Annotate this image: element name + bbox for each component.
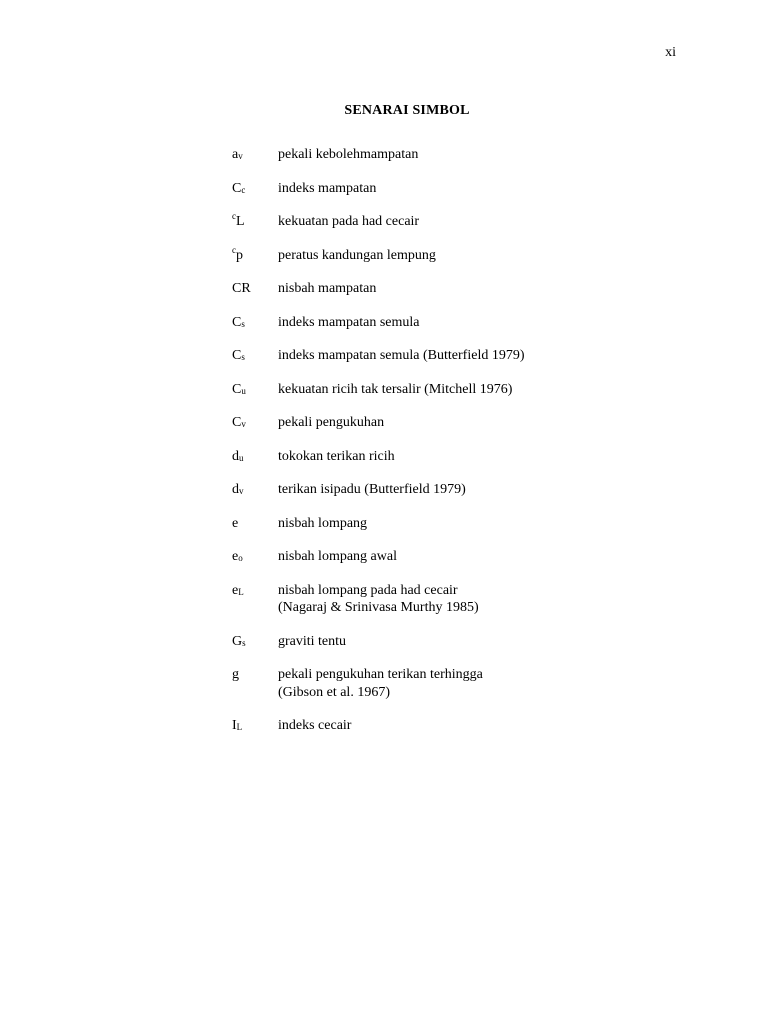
description-line: pekali pengukuhan terikan terhingga <box>278 667 483 682</box>
symbol-description <box>278 717 702 735</box>
symbol-base: d <box>232 482 239 497</box>
symbol-base: L <box>236 214 245 229</box>
symbol-description <box>278 314 702 332</box>
symbol-base: a <box>232 147 239 162</box>
symbol-subscript: v <box>238 151 243 161</box>
symbol-description <box>278 666 702 701</box>
symbol-base: C <box>232 415 242 430</box>
symbol-subscript: o <box>238 553 243 563</box>
symbol-base: G <box>232 633 243 649</box>
symbol-notation <box>232 633 278 651</box>
symbol-base: e <box>232 582 239 598</box>
description-line: nisbah lompang pada had cecair <box>278 582 458 598</box>
symbol-row <box>232 582 702 617</box>
symbol-list <box>232 146 702 751</box>
symbol-description <box>278 414 702 432</box>
description-line: indeks cecair <box>278 718 352 733</box>
symbol-notation <box>232 244 278 265</box>
symbol-description <box>278 146 702 164</box>
symbol-subscript: s <box>241 318 245 329</box>
symbol-subscript: u <box>239 452 244 463</box>
page-number: xi <box>665 45 676 60</box>
symbol-row <box>232 717 702 735</box>
description-line: tokokan terikan ricih <box>278 448 395 464</box>
description-line: peratus kandungan lempung <box>278 247 436 263</box>
symbol-row <box>232 414 702 432</box>
symbol-notation <box>232 666 278 684</box>
symbol-description <box>278 548 702 566</box>
symbol-superscript: c <box>232 211 236 221</box>
symbol-notation <box>232 414 278 432</box>
description-line: graviti tentu <box>278 633 347 649</box>
symbol-base: CR <box>232 281 251 296</box>
description-line: (Nagaraj & Srinivasa Murthy 1985) <box>278 600 479 615</box>
symbol-row <box>232 213 702 231</box>
description-line: terikan isipadu (Butterfield 1979) <box>278 482 466 497</box>
symbol-subscript: L <box>236 722 243 732</box>
symbol-subscript: s <box>242 637 246 648</box>
description-line: nisbah lompang <box>278 515 368 531</box>
symbol-base: I <box>232 718 237 733</box>
symbol-notation <box>232 347 278 365</box>
symbol-notation <box>232 515 278 533</box>
description-line: pekali pengukuhan <box>278 415 385 430</box>
symbol-notation <box>232 448 278 466</box>
symbol-base: C <box>232 381 242 397</box>
symbol-description <box>278 381 702 399</box>
symbol-base: d <box>232 448 239 464</box>
symbol-row <box>232 280 702 298</box>
description-line: kekuatan pada had cecair <box>278 214 420 229</box>
symbol-base: p <box>236 247 243 263</box>
description-line: indeks mampatan <box>278 180 377 196</box>
symbol-notation <box>232 146 278 164</box>
symbol-row <box>232 314 702 332</box>
symbol-row <box>232 244 702 265</box>
symbol-subscript: s <box>241 352 245 362</box>
symbol-row <box>232 548 702 566</box>
symbol-base: C <box>232 314 242 330</box>
symbol-notation <box>232 717 278 735</box>
description-line: indeks mampatan semula (Butterfield 1979) <box>278 348 525 363</box>
symbol-superscript: c <box>232 244 236 255</box>
symbol-row <box>232 146 702 164</box>
symbol-description <box>278 481 702 499</box>
symbol-row <box>232 448 702 466</box>
symbol-subscript: v <box>239 486 244 496</box>
symbol-row <box>232 515 702 533</box>
symbol-base: C <box>232 348 242 363</box>
symbol-base: g <box>232 667 239 682</box>
symbol-subscript: c <box>241 184 246 195</box>
symbol-notation <box>232 213 278 231</box>
symbol-row <box>232 481 702 499</box>
symbol-subscript: L <box>238 586 244 597</box>
symbol-description <box>278 213 702 231</box>
description-line: kekuatan ricih tak tersalir (Mitchell 1976) <box>278 381 513 397</box>
symbol-row <box>232 666 702 701</box>
page-title: SENARAI SIMBOL <box>344 103 470 118</box>
symbol-notation <box>232 548 278 566</box>
symbol-base: e <box>232 515 239 531</box>
symbol-notation <box>232 314 278 332</box>
description-line: indeks mampatan semula <box>278 314 420 330</box>
symbol-notation <box>232 180 278 198</box>
symbol-base: e <box>232 549 239 564</box>
description-line: pekali kebolehmampatan <box>278 147 419 162</box>
description-line: (Gibson et al. 1967) <box>278 684 390 700</box>
symbol-subscript: v <box>241 419 246 429</box>
symbol-description <box>278 582 702 617</box>
symbol-description <box>278 515 702 533</box>
symbol-notation <box>232 381 278 399</box>
symbol-description <box>278 448 702 466</box>
description-line: nisbah lompang awal <box>278 549 397 564</box>
symbol-description <box>278 180 702 198</box>
symbol-description <box>278 347 702 365</box>
symbol-description <box>278 633 702 651</box>
symbol-row <box>232 633 702 651</box>
symbol-description <box>278 247 702 265</box>
symbol-notation <box>232 481 278 499</box>
symbol-description <box>278 280 702 298</box>
symbol-notation <box>232 582 278 600</box>
symbol-base: C <box>232 180 242 196</box>
symbol-row <box>232 180 702 198</box>
symbol-notation <box>232 280 278 298</box>
symbol-row <box>232 347 702 365</box>
description-line: nisbah mampatan <box>278 281 377 296</box>
symbol-subscript: u <box>241 385 246 396</box>
symbol-row <box>232 381 702 399</box>
